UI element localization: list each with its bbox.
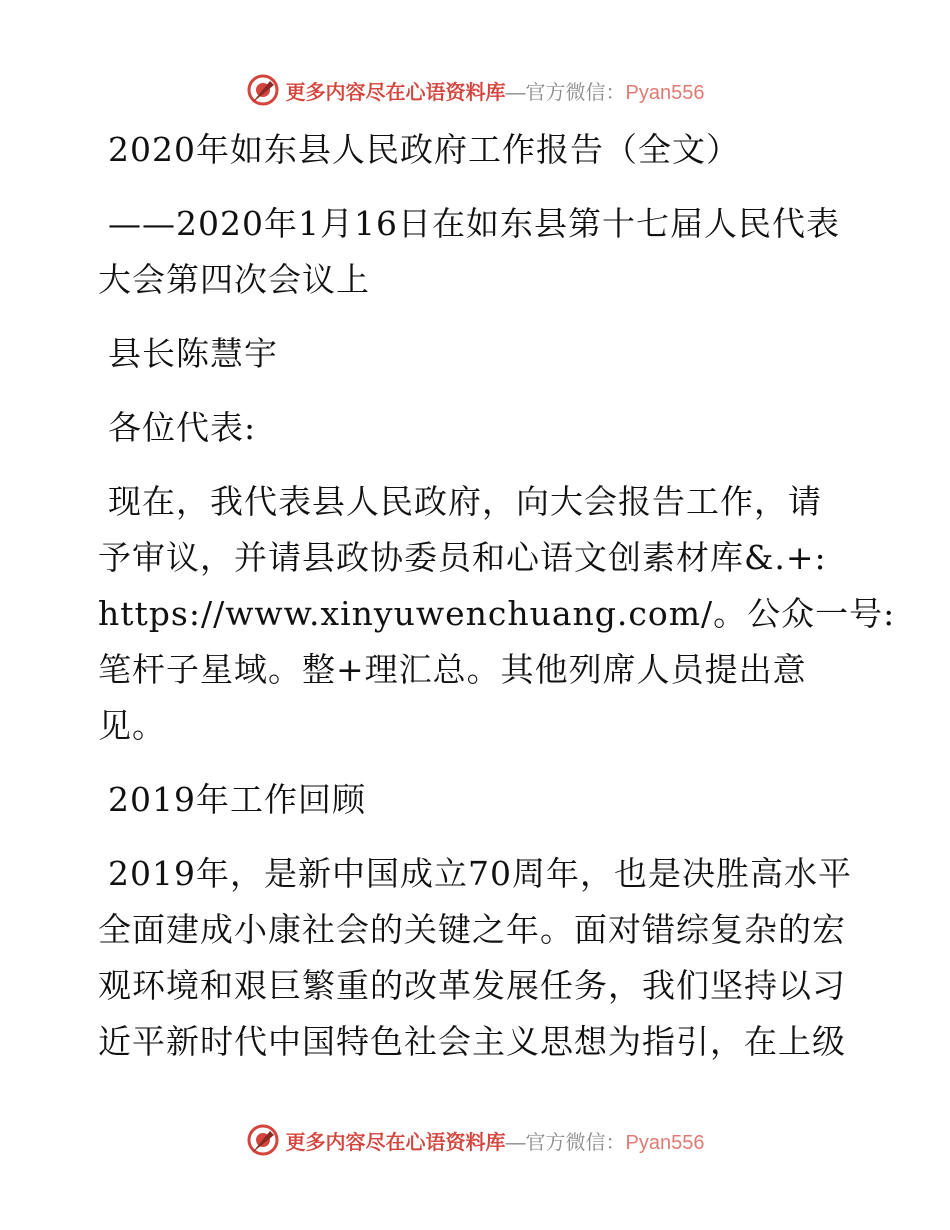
paragraph-1-line-5: 见。	[98, 706, 166, 745]
paragraph-1-line-4: 笔杆子星域。整+理汇总。其他列席人员提出意	[98, 650, 807, 689]
document-subtitle-line-2: 大会第四次会议上	[98, 260, 370, 299]
paragraph-2-line-1: 2019年，是新中国成立70周年，也是决胜高水平	[108, 854, 852, 893]
watermark-id: Pyan556	[625, 1131, 705, 1154]
paragraph-1-line-3: https://www.xinyuwenchuang.com/。公众一号:	[98, 594, 896, 633]
document-title: 2020年如东县人民政府工作报告（全文）	[108, 130, 740, 169]
document-subtitle-line-1: ——2020年1月16日在如东县第十七届人民代表	[108, 204, 840, 243]
watermark-text	[286, 76, 705, 105]
paragraph-1-line-1: 现在，我代表县人民政府，向大会报告工作，请	[108, 482, 822, 521]
watermark-text	[286, 1126, 705, 1155]
paragraph-1-line-2: 予审议，并请县政协委员和心语文创素材库&.+:	[98, 538, 827, 577]
footer-watermark	[0, 1120, 950, 1160]
salutation: 各位代表:	[108, 408, 257, 447]
watermark-side: 官方微信：	[525, 1131, 626, 1154]
paragraph-2-line-2: 全面建成小康社会的关键之年。面对错综复杂的宏	[98, 910, 846, 949]
pen-logo-icon	[246, 73, 280, 107]
paragraph-2-line-3: 观环境和艰巨繁重的改革发展任务，我们坚持以习	[98, 966, 846, 1005]
watermark-side: 官方微信：	[525, 81, 626, 104]
paragraph-2-line-4: 近平新时代中国特色社会主义思想为指引，在上级	[98, 1022, 846, 1061]
watermark-main: 更多内容尽在心语资料库	[285, 1131, 506, 1154]
watermark-separator: —	[505, 81, 526, 104]
header-watermark	[0, 70, 950, 110]
document-author: 县长陈慧宇	[108, 334, 278, 373]
pen-logo-icon	[246, 1123, 280, 1157]
watermark-main: 更多内容尽在心语资料库	[285, 81, 506, 104]
document-body	[98, 122, 896, 1070]
watermark-separator: —	[505, 1131, 526, 1154]
section-heading: 2019年工作回顾	[108, 780, 366, 819]
watermark-id: Pyan556	[625, 81, 705, 104]
